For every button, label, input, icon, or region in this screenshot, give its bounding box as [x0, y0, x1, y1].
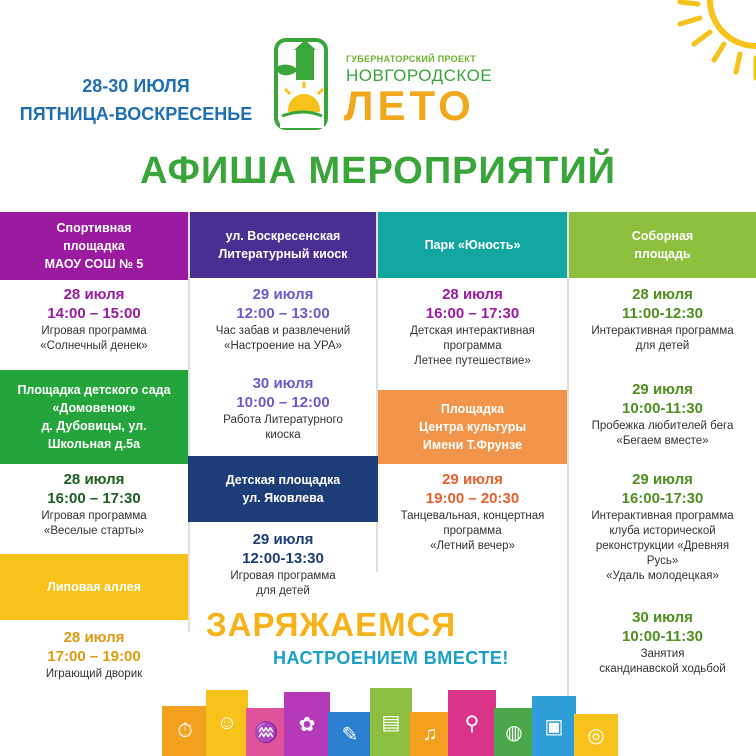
icon-glyph: ✿ [298, 713, 316, 736]
swimmer-icon [246, 708, 286, 756]
event-date: 30 июля [252, 375, 314, 392]
event-time: 17:00 – 19:00 [47, 648, 141, 665]
event-time: 10:00 – 12:00 [236, 394, 330, 411]
sun-decoration-icon [640, 0, 756, 90]
venue-name: ул. Воскресенская Литературный киоск [218, 229, 348, 261]
event-date: 29 июля [252, 286, 314, 303]
clapperboard-icon [370, 688, 412, 756]
event-description: Занятия скандинавской ходьбой [599, 648, 726, 675]
event-date: 28 июля [63, 471, 125, 488]
event-description: Танцевальная, концертная программа «Летний вечер» [400, 510, 545, 552]
tennis-racket-icon [448, 690, 496, 756]
event-time: 11:00-12:30 [622, 305, 703, 322]
music-note-icon [410, 712, 450, 756]
event-time: 12:00 – 13:00 [236, 305, 330, 322]
icon-glyph: ☺ [216, 711, 238, 734]
stopwatch-icon [162, 706, 208, 756]
icon-glyph: ◎ [587, 724, 605, 747]
venue-header-domovenok [0, 370, 188, 464]
volleyball-icon [574, 714, 618, 756]
venue-name: Соборная площадь [631, 229, 694, 261]
event-item [378, 285, 567, 369]
logo-leto: ЛЕТО [344, 82, 475, 129]
event-date: 28 июля [632, 286, 693, 303]
icon-glyph: ⚲ [464, 712, 480, 735]
event-item [190, 530, 376, 599]
event-item [378, 470, 567, 554]
event-date: 28 июля [63, 629, 125, 646]
event-date: 30 июля [632, 609, 693, 626]
icon-glyph: ◍ [505, 721, 523, 744]
venue-header-lipovaya-alleya [0, 554, 188, 620]
tablet-icon [532, 696, 576, 756]
venue-header-yakovleva [188, 456, 378, 522]
icon-glyph: ♫ [422, 722, 438, 745]
event-item [569, 285, 756, 354]
event-description: Час забав и развлечений «Настроение на УРА» [215, 325, 351, 352]
event-description: Работа Литературного киоска [223, 414, 343, 441]
event-item [0, 285, 188, 354]
venue-name: Площадка Центра культуры Имени Т.Фрунзе [418, 402, 527, 452]
event-time: 16:00 – 17:30 [47, 490, 141, 507]
event-description: Интерактивная программа клуба исторической реконструкции «Древняя Русь» «Удаль молодецкая» [591, 510, 734, 582]
event-date: 29 июля [442, 471, 503, 488]
slogan-line-1: ЗАРЯЖАЕМСЯ [206, 606, 457, 643]
event-time: 10:00-11:30 [622, 400, 703, 417]
event-time: 16:00-17:30 [621, 490, 704, 507]
icon-glyph: ▣ [544, 715, 564, 738]
date-range-block [0, 72, 272, 128]
palette-icon [328, 712, 372, 756]
event-date: 28 июля [63, 286, 125, 303]
event-description: Интерактивная программа для детей [591, 325, 734, 352]
event-item [569, 470, 756, 584]
venue-header-school-5 [0, 212, 188, 280]
venue-name: Детская площадка ул. Яковлева [225, 473, 341, 505]
drum-icon [494, 708, 534, 756]
event-description: Игровая программа «Веселые старты» [41, 510, 147, 537]
icon-glyph: ⏱ [177, 719, 193, 742]
logo-name: НОВГОРОДСКОЕ [346, 66, 493, 85]
event-description: Игровая программа для детей [230, 570, 336, 597]
event-date: 28 июля [442, 286, 503, 303]
venue-name: Спортивная площадка МАОУ СОШ № 5 [44, 221, 144, 271]
meditation-icon [284, 692, 330, 756]
event-time: 10:00-11:30 [622, 628, 703, 645]
event-description: Пробежка любителей бега «Бегаем вместе» [591, 420, 734, 447]
event-time: 19:00 – 20:30 [425, 490, 520, 507]
day-range: ПЯТНИЦА-ВОСКРЕСЕНЬЕ [19, 104, 253, 124]
event-date: 29 июля [252, 531, 314, 548]
event-description: Играющий дворик [45, 668, 143, 680]
novgorod-leto-logo-emblem [270, 38, 332, 130]
event-item [569, 380, 756, 449]
venue-name: Липовая аллея [47, 580, 141, 594]
venue-header-sobornaya [569, 212, 756, 278]
date-range: 28-30 ИЮЛЯ [82, 76, 190, 96]
venue-header-voskresenskaya [190, 212, 376, 278]
event-date: 29 июля [632, 381, 693, 398]
logo-subtitle: ГУБЕРНАТОРСКИЙ ПРОЕКТ [346, 54, 477, 64]
venue-header-park-yunost [378, 212, 567, 278]
venue-name: Площадка детского сада «Домовенок» д. Дубовицы, ул. Школьная д.5а [17, 383, 171, 451]
event-time: 14:00 – 15:00 [47, 305, 141, 322]
event-description: Игровая программа «Солнечный денек» [40, 325, 148, 352]
event-item [190, 374, 376, 443]
event-item [190, 285, 376, 354]
venue-name: Парк «Юность» [424, 238, 521, 252]
event-item [0, 470, 188, 539]
slogan-line-2: НАСТРОЕНИЕМ ВМЕСТЕ! [273, 648, 509, 668]
event-time: 12:00-13:30 [242, 550, 324, 567]
icon-glyph: ✎ [341, 723, 359, 746]
icon-glyph: ♒ [253, 721, 279, 744]
event-time: 16:00 – 17:30 [425, 305, 520, 322]
event-item [0, 628, 188, 682]
venue-header-frunze-center [378, 390, 567, 464]
icon-glyph: ▤ [381, 711, 401, 734]
child-icon [206, 690, 248, 756]
event-date: 29 июля [632, 471, 693, 488]
page-title: АФИША МЕРОПРИЯТИЙ [140, 150, 616, 192]
event-item [569, 608, 756, 677]
event-description: Детская интерактивная программа Летнее путешествие» [410, 325, 535, 367]
